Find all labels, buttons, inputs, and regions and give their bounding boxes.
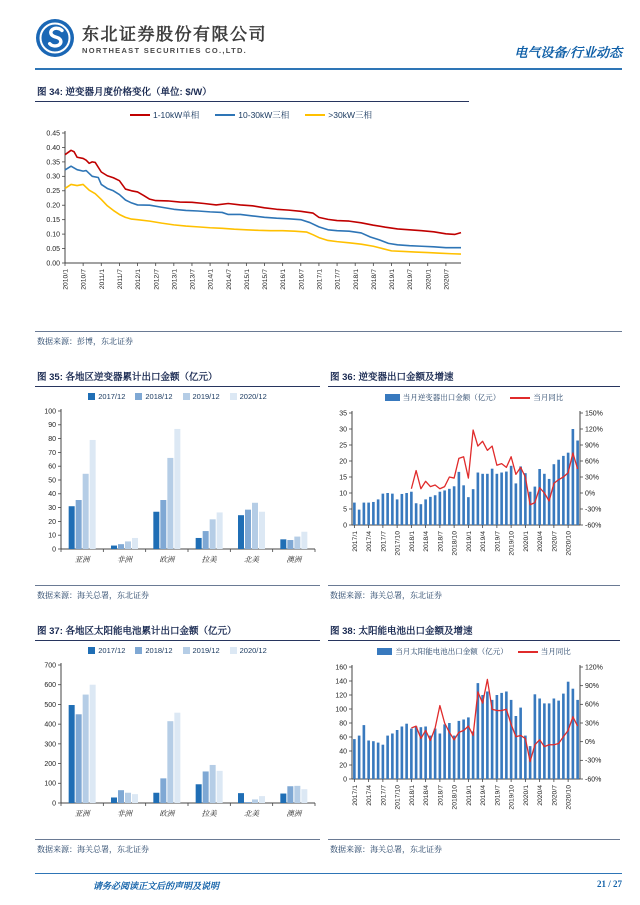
svg-text:30%: 30% xyxy=(585,474,600,482)
svg-text:2012/1: 2012/1 xyxy=(135,269,143,290)
svg-text:500: 500 xyxy=(44,701,56,709)
svg-text:2019/1: 2019/1 xyxy=(465,785,473,806)
company-name xyxy=(82,26,267,56)
svg-text:-60%: -60% xyxy=(585,522,602,530)
legend-swatch-icon xyxy=(88,393,95,400)
svg-text:0: 0 xyxy=(343,776,347,784)
svg-text:2018/7: 2018/7 xyxy=(437,531,445,552)
legend-label: 10-30kW三相 xyxy=(238,110,290,120)
svg-text:2018/10: 2018/10 xyxy=(451,531,459,556)
svg-text:70: 70 xyxy=(48,449,56,457)
svg-text:2020/4: 2020/4 xyxy=(537,531,545,552)
svg-text:5: 5 xyxy=(343,506,347,514)
svg-text:160: 160 xyxy=(335,664,347,672)
figure-36-legend xyxy=(328,392,620,403)
svg-text:2020/7: 2020/7 xyxy=(551,785,559,806)
legend-label: 当月同比 xyxy=(540,647,571,656)
svg-text:50: 50 xyxy=(48,477,56,485)
svg-text:30%: 30% xyxy=(585,720,600,728)
svg-text:2020/10: 2020/10 xyxy=(565,785,573,810)
report-category: 电气设备/行业动态 xyxy=(514,45,622,60)
page-number: 21 / 27 xyxy=(596,879,622,889)
legend-label: 当月同比 xyxy=(533,393,564,402)
svg-text:0.45: 0.45 xyxy=(46,130,60,138)
legend-label: 2019/12 xyxy=(192,646,220,655)
svg-text:80: 80 xyxy=(339,720,347,728)
legend-label: 2018/12 xyxy=(145,392,173,401)
svg-text:2017/7: 2017/7 xyxy=(334,269,342,290)
svg-text:10: 10 xyxy=(339,490,347,498)
legend-label: 2017/12 xyxy=(98,646,126,655)
svg-text:2017/1: 2017/1 xyxy=(316,269,324,290)
figure-36-source: 数据来源：海关总署，东北证券 xyxy=(328,585,620,603)
svg-text:2020/7: 2020/7 xyxy=(443,269,451,290)
legend-item xyxy=(135,392,172,401)
svg-text:北美: 北美 xyxy=(244,555,259,564)
svg-text:40: 40 xyxy=(48,491,56,499)
svg-text:90: 90 xyxy=(48,422,56,430)
legend-swatch-icon xyxy=(230,647,237,654)
svg-text:2017/4: 2017/4 xyxy=(366,785,374,806)
svg-text:100: 100 xyxy=(44,408,56,416)
svg-text:0.30: 0.30 xyxy=(46,173,60,181)
svg-text:0: 0 xyxy=(52,546,56,554)
figure-38-title: 图 38: 太阳能电池出口金额及增速 xyxy=(328,623,620,641)
figure-35-title: 图 35: 各地区逆变器累计出口金额（亿元） xyxy=(35,369,320,387)
svg-text:120%: 120% xyxy=(585,426,603,434)
svg-text:非洲: 非洲 xyxy=(117,555,132,564)
legend-label: 2018/12 xyxy=(145,646,173,655)
svg-text:欧洲: 欧洲 xyxy=(159,809,175,818)
svg-text:2019/10: 2019/10 xyxy=(508,531,516,556)
svg-text:拉美: 拉美 xyxy=(201,809,217,818)
figure-36-title: 图 36: 逆变器出口金额及增速 xyxy=(328,369,620,387)
legend-swatch-icon xyxy=(385,394,400,401)
svg-text:2018/4: 2018/4 xyxy=(423,785,431,806)
svg-text:2018/1: 2018/1 xyxy=(352,269,360,290)
legend-item xyxy=(518,646,571,657)
svg-text:0.25: 0.25 xyxy=(46,188,60,196)
svg-text:北美: 北美 xyxy=(244,809,259,818)
svg-text:35: 35 xyxy=(339,410,347,418)
svg-text:2010/1: 2010/1 xyxy=(62,269,70,290)
svg-text:澳洲: 澳洲 xyxy=(286,555,302,564)
company-name-en: NORTHEAST SECURITIES CO.,LTD. xyxy=(82,46,248,56)
svg-text:0.35: 0.35 xyxy=(46,159,60,167)
svg-text:-30%: -30% xyxy=(585,506,602,514)
svg-text:20: 20 xyxy=(339,458,347,466)
figure-38 xyxy=(328,623,620,857)
figure-38-legend xyxy=(328,646,620,657)
svg-text:非洲: 非洲 xyxy=(117,809,132,818)
figure-35-source: 数据来源：海关总署，东北证券 xyxy=(35,585,320,603)
svg-text:2020/1: 2020/1 xyxy=(425,269,433,290)
svg-text:10: 10 xyxy=(48,532,56,540)
svg-text:0.05: 0.05 xyxy=(46,245,60,253)
svg-text:2013/7: 2013/7 xyxy=(189,269,197,290)
svg-text:0: 0 xyxy=(343,522,347,530)
legend-label: >30kW三相 xyxy=(328,110,372,120)
legend-swatch-icon xyxy=(230,393,237,400)
svg-text:亚洲: 亚洲 xyxy=(74,555,90,564)
svg-text:200: 200 xyxy=(44,760,56,768)
legend-label: 2020/12 xyxy=(239,646,267,655)
svg-text:澳洲: 澳洲 xyxy=(286,809,302,818)
svg-text:2017/4: 2017/4 xyxy=(366,531,374,552)
legend-item xyxy=(385,392,501,403)
svg-text:2019/7: 2019/7 xyxy=(407,269,415,290)
legend-label: 当月逆变器出口金额（亿元） xyxy=(402,393,501,402)
svg-text:100: 100 xyxy=(44,780,56,788)
legend-item xyxy=(88,392,125,401)
svg-text:2020/1: 2020/1 xyxy=(522,531,530,552)
svg-text:700: 700 xyxy=(44,662,56,670)
svg-text:80: 80 xyxy=(48,436,56,443)
svg-text:120: 120 xyxy=(335,692,347,700)
svg-text:0%: 0% xyxy=(585,739,596,747)
legend-item xyxy=(377,646,508,657)
svg-text:100: 100 xyxy=(335,706,347,714)
svg-text:2018/1: 2018/1 xyxy=(408,531,416,552)
svg-text:60%: 60% xyxy=(585,701,600,709)
svg-text:0.15: 0.15 xyxy=(46,217,60,225)
figure-36 xyxy=(328,369,620,603)
svg-text:2017/7: 2017/7 xyxy=(380,785,388,806)
solar-cell-export-by-region-bar-chart xyxy=(35,655,320,833)
page-footer xyxy=(35,873,622,892)
figure-34-title: 图 34: 逆变器月度价格变化（单位: $/W） xyxy=(35,84,469,102)
svg-text:600: 600 xyxy=(44,682,56,690)
svg-text:2018/7: 2018/7 xyxy=(437,785,445,806)
svg-text:400: 400 xyxy=(44,721,56,729)
legend-swatch-icon xyxy=(510,397,530,399)
company-name-cn: 东北证券股份有限公司 xyxy=(82,24,267,44)
svg-text:2018/7: 2018/7 xyxy=(370,269,378,290)
svg-text:30: 30 xyxy=(48,505,56,512)
svg-text:-60%: -60% xyxy=(585,776,602,784)
svg-text:2014/7: 2014/7 xyxy=(225,269,233,290)
svg-text:欧洲: 欧洲 xyxy=(159,555,175,564)
legend-item xyxy=(130,109,199,121)
svg-text:300: 300 xyxy=(44,741,56,749)
legend-swatch-icon xyxy=(183,647,190,654)
inverter-export-by-region-bar-chart xyxy=(35,401,320,579)
svg-text:2020/10: 2020/10 xyxy=(565,531,573,556)
legend-item xyxy=(135,646,172,655)
svg-text:30: 30 xyxy=(339,426,347,434)
legend-item xyxy=(305,109,372,121)
svg-text:2017/1: 2017/1 xyxy=(351,531,359,552)
svg-text:2011/7: 2011/7 xyxy=(117,269,125,290)
legend-swatch-icon xyxy=(377,648,392,655)
page-header xyxy=(35,18,622,70)
svg-text:2014/1: 2014/1 xyxy=(207,269,215,290)
svg-text:2018/1: 2018/1 xyxy=(408,785,416,806)
figure-35-legend xyxy=(35,392,320,401)
svg-text:15: 15 xyxy=(339,474,347,482)
svg-text:拉美: 拉美 xyxy=(201,555,217,564)
figure-34-legend xyxy=(35,109,467,121)
svg-text:2013/1: 2013/1 xyxy=(171,269,179,290)
footer-disclaimer: 请务必阅读正文后的声明及说明 xyxy=(93,881,220,891)
svg-text:2019/1: 2019/1 xyxy=(465,531,473,552)
legend-item xyxy=(215,109,289,121)
svg-text:0.00: 0.00 xyxy=(46,260,60,268)
legend-item xyxy=(230,392,267,401)
legend-swatch-icon xyxy=(130,114,150,116)
svg-text:0.40: 0.40 xyxy=(46,144,60,152)
svg-text:2019/4: 2019/4 xyxy=(480,531,488,552)
figure-37-source: 数据来源：海关总署，东北证券 xyxy=(35,839,320,857)
figure-35 xyxy=(35,369,320,603)
solar-cell-export-monthly-combo-chart xyxy=(328,657,620,839)
svg-text:2016/1: 2016/1 xyxy=(280,269,288,290)
legend-label: 当月太阳能电池出口金额（亿元） xyxy=(395,647,508,656)
legend-swatch-icon xyxy=(305,114,325,116)
svg-text:20: 20 xyxy=(48,518,56,526)
legend-swatch-icon xyxy=(518,651,538,653)
svg-text:2017/10: 2017/10 xyxy=(394,785,402,810)
svg-text:60: 60 xyxy=(48,463,56,471)
legend-swatch-icon xyxy=(215,114,235,116)
svg-text:20: 20 xyxy=(339,762,347,770)
svg-text:亚洲: 亚洲 xyxy=(74,809,90,818)
svg-text:120%: 120% xyxy=(585,664,603,672)
svg-text:2018/4: 2018/4 xyxy=(423,531,431,552)
figure-34 xyxy=(35,84,622,349)
legend-label: 2019/12 xyxy=(192,392,220,401)
legend-item xyxy=(183,392,220,401)
svg-text:25: 25 xyxy=(339,442,347,450)
svg-text:2020/7: 2020/7 xyxy=(551,531,559,552)
svg-text:2019/4: 2019/4 xyxy=(480,785,488,806)
legend-item xyxy=(510,392,563,403)
figure-37-title: 图 37: 各地区太阳能电池累计出口金额（亿元） xyxy=(35,623,320,641)
svg-text:140: 140 xyxy=(335,678,347,686)
svg-text:2015/7: 2015/7 xyxy=(262,269,270,290)
legend-swatch-icon xyxy=(135,647,142,654)
svg-text:90%: 90% xyxy=(585,442,600,450)
legend-swatch-icon xyxy=(88,647,95,654)
figure-37-legend xyxy=(35,646,320,655)
svg-text:90%: 90% xyxy=(585,683,600,691)
svg-text:2016/7: 2016/7 xyxy=(298,269,306,290)
legend-label: 2017/12 xyxy=(98,392,126,401)
inverter-export-monthly-combo-chart xyxy=(328,403,620,585)
figure-row-2 xyxy=(35,623,622,857)
svg-text:60: 60 xyxy=(339,734,347,742)
svg-text:2020/1: 2020/1 xyxy=(522,785,530,806)
svg-text:2018/10: 2018/10 xyxy=(451,785,459,810)
inverter-price-line-chart xyxy=(35,121,467,331)
svg-text:2017/7: 2017/7 xyxy=(380,531,388,552)
svg-text:2012/7: 2012/7 xyxy=(153,269,161,290)
svg-text:0%: 0% xyxy=(585,490,596,498)
svg-text:150%: 150% xyxy=(585,410,603,418)
legend-label: 2020/12 xyxy=(239,392,267,401)
svg-text:40: 40 xyxy=(339,748,347,756)
svg-text:2010/7: 2010/7 xyxy=(80,269,88,290)
brand xyxy=(35,18,267,63)
legend-label: 1-10kW单相 xyxy=(152,110,200,120)
svg-text:2017/1: 2017/1 xyxy=(351,785,359,806)
figure-37 xyxy=(35,623,320,857)
legend-item xyxy=(183,646,220,655)
svg-text:2015/1: 2015/1 xyxy=(243,269,251,290)
svg-text:2017/10: 2017/10 xyxy=(394,531,402,556)
svg-text:2019/10: 2019/10 xyxy=(508,785,516,810)
svg-text:0: 0 xyxy=(52,800,56,808)
svg-text:0.20: 0.20 xyxy=(46,202,60,210)
svg-text:2011/1: 2011/1 xyxy=(98,269,106,290)
figure-38-source: 数据来源：海关总署，东北证券 xyxy=(328,839,620,857)
legend-item xyxy=(88,646,125,655)
svg-text:2019/1: 2019/1 xyxy=(389,269,397,290)
company-logo-icon xyxy=(35,18,75,63)
svg-text:-30%: -30% xyxy=(585,757,602,765)
svg-text:2019/7: 2019/7 xyxy=(494,531,502,552)
svg-text:0.10: 0.10 xyxy=(46,231,60,239)
svg-text:2020/4: 2020/4 xyxy=(537,785,545,806)
figure-row-1 xyxy=(35,369,622,603)
legend-item xyxy=(230,646,267,655)
legend-swatch-icon xyxy=(183,393,190,400)
svg-text:2019/7: 2019/7 xyxy=(494,785,502,806)
legend-swatch-icon xyxy=(135,393,142,400)
figure-34-source: 数据来源：彭博，东北证券 xyxy=(35,331,622,349)
svg-text:60%: 60% xyxy=(585,458,600,466)
